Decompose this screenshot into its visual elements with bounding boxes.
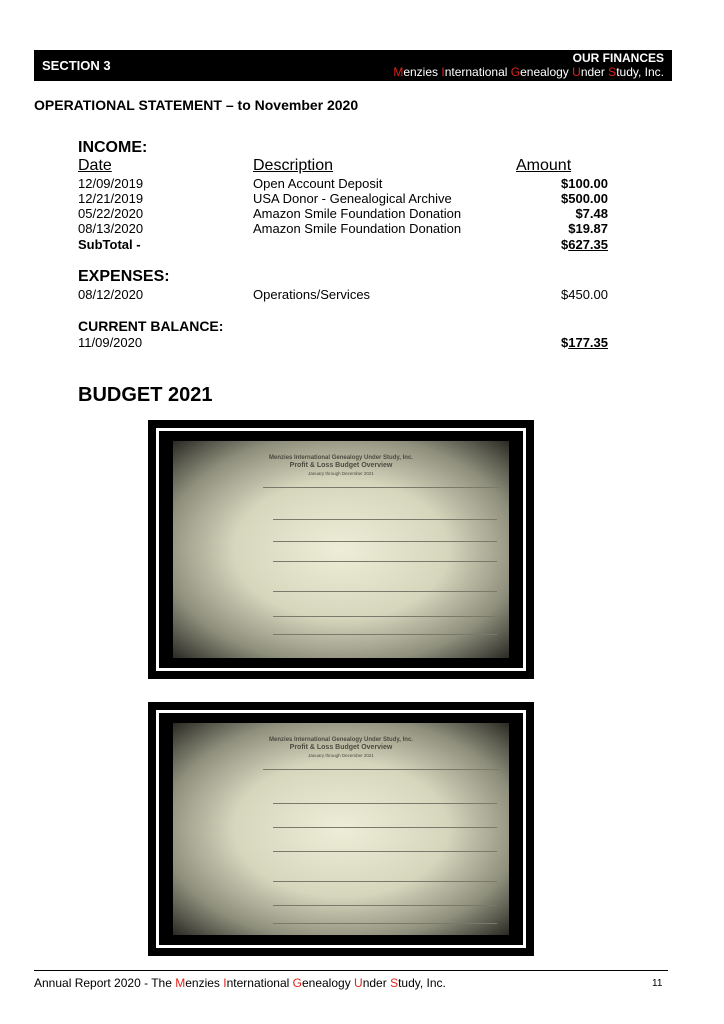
photo-frame xyxy=(156,710,526,948)
income-desc: Amazon Smile Foundation Donation xyxy=(253,221,462,236)
org-part: M xyxy=(393,65,404,79)
org-part: tudy, Inc. xyxy=(616,65,664,79)
footer-part: M xyxy=(175,976,186,990)
header-org-name xyxy=(393,65,664,79)
income-date: 12/21/2019 xyxy=(78,191,144,206)
budget-sheet-1 xyxy=(173,441,509,658)
income-desc: Amazon Smile Foundation Donation xyxy=(253,206,462,221)
sheet-period: January through December 2021 xyxy=(308,471,374,476)
income-amount: $19.87 xyxy=(568,221,608,236)
org-part: nder xyxy=(580,65,609,79)
budget-sheet-2 xyxy=(173,723,509,935)
income-amount: $500.00 xyxy=(561,191,608,206)
income-date: 12/09/2019 xyxy=(78,176,144,191)
balance-date: 11/09/2020 xyxy=(78,335,143,350)
org-part: enealogy xyxy=(520,65,573,79)
col-description-header: Description xyxy=(253,157,334,174)
sheet-rule xyxy=(263,487,499,488)
footer-part: nternational xyxy=(226,976,293,990)
org-part: S xyxy=(608,65,617,79)
footer-part: enealogy xyxy=(301,976,355,990)
sheet-rule xyxy=(273,561,497,562)
budget-photo-2 xyxy=(148,702,534,956)
sheet-rule xyxy=(273,541,497,542)
sheet-rule xyxy=(273,616,497,617)
sheet-rule xyxy=(273,905,497,906)
sheet-period: January through December 2021 xyxy=(308,753,374,758)
sheet-rule xyxy=(263,769,499,770)
sheet-rule xyxy=(273,519,497,520)
income-amount: $7.48 xyxy=(575,206,608,221)
header-right xyxy=(393,51,664,79)
col-amount-header: Amount xyxy=(516,157,572,174)
sheet-rule xyxy=(273,851,497,852)
footer-text xyxy=(34,976,446,990)
subtotal-label: SubTotal - xyxy=(78,237,141,252)
balance-heading: CURRENT BALANCE: xyxy=(78,318,224,334)
sheet-rule xyxy=(273,634,497,635)
footer-divider xyxy=(34,970,668,971)
sheet-org: Menzies International Genealogy Under Study, Inc. xyxy=(269,737,413,743)
header-title: OUR FINANCES xyxy=(572,51,664,65)
page-number: 11 xyxy=(652,978,663,989)
org-part: nternational xyxy=(444,65,511,79)
budget-photo-1 xyxy=(148,420,534,679)
sheet-rule xyxy=(273,827,497,828)
subtotal-currency: $ xyxy=(561,237,569,252)
expense-date: 08/12/2020 xyxy=(78,287,144,302)
footer-part: I xyxy=(223,976,227,990)
footer-part: Annual Report 2020 - The xyxy=(34,976,176,990)
col-date-header: Date xyxy=(78,157,112,174)
income-heading: INCOME: xyxy=(78,139,148,156)
sheet-title: Profit & Loss Budget Overview xyxy=(289,462,393,469)
footer-part: S xyxy=(390,976,399,990)
footer-part: U xyxy=(354,976,363,990)
footer-part: enzies xyxy=(185,976,224,990)
income-amount: $100.00 xyxy=(561,176,608,191)
section-header-bar xyxy=(34,50,672,81)
sheet-rule xyxy=(273,803,497,804)
subtotal-amount xyxy=(480,237,608,252)
sheet-rule xyxy=(273,881,497,882)
income-desc: USA Donor - Genealogical Archive xyxy=(253,191,452,206)
section-label: SECTION 3 xyxy=(42,58,111,73)
balance-amount xyxy=(480,335,608,350)
expense-desc: Operations/Services xyxy=(253,287,371,302)
income-desc: Open Account Deposit xyxy=(253,176,383,191)
expense-amount: $450.00 xyxy=(561,287,608,302)
expenses-heading: EXPENSES: xyxy=(78,268,170,285)
org-part: I xyxy=(441,65,445,79)
balance-value: 177.35 xyxy=(568,335,608,350)
balance-currency: $ xyxy=(561,335,569,350)
statement-title: OPERATIONAL STATEMENT – to November 2020 xyxy=(34,97,359,113)
budget-heading: BUDGET 2021 xyxy=(78,384,213,406)
sheet-rule xyxy=(273,923,497,924)
org-part: G xyxy=(510,65,521,79)
subtotal-value: 627.35 xyxy=(568,237,608,252)
org-part: U xyxy=(572,65,581,79)
photo-frame xyxy=(156,428,526,671)
footer-part: tudy, Inc. xyxy=(398,976,446,990)
org-part: enzies xyxy=(403,65,442,79)
sheet-title: Profit & Loss Budget Overview xyxy=(289,744,393,751)
income-date: 08/13/2020 xyxy=(78,221,144,236)
sheet-org: Menzies International Genealogy Under Study, Inc. xyxy=(269,455,413,461)
sheet-rule xyxy=(273,591,497,592)
footer-part: nder xyxy=(362,976,391,990)
footer-part: G xyxy=(292,976,302,990)
income-date: 05/22/2020 xyxy=(78,206,144,221)
